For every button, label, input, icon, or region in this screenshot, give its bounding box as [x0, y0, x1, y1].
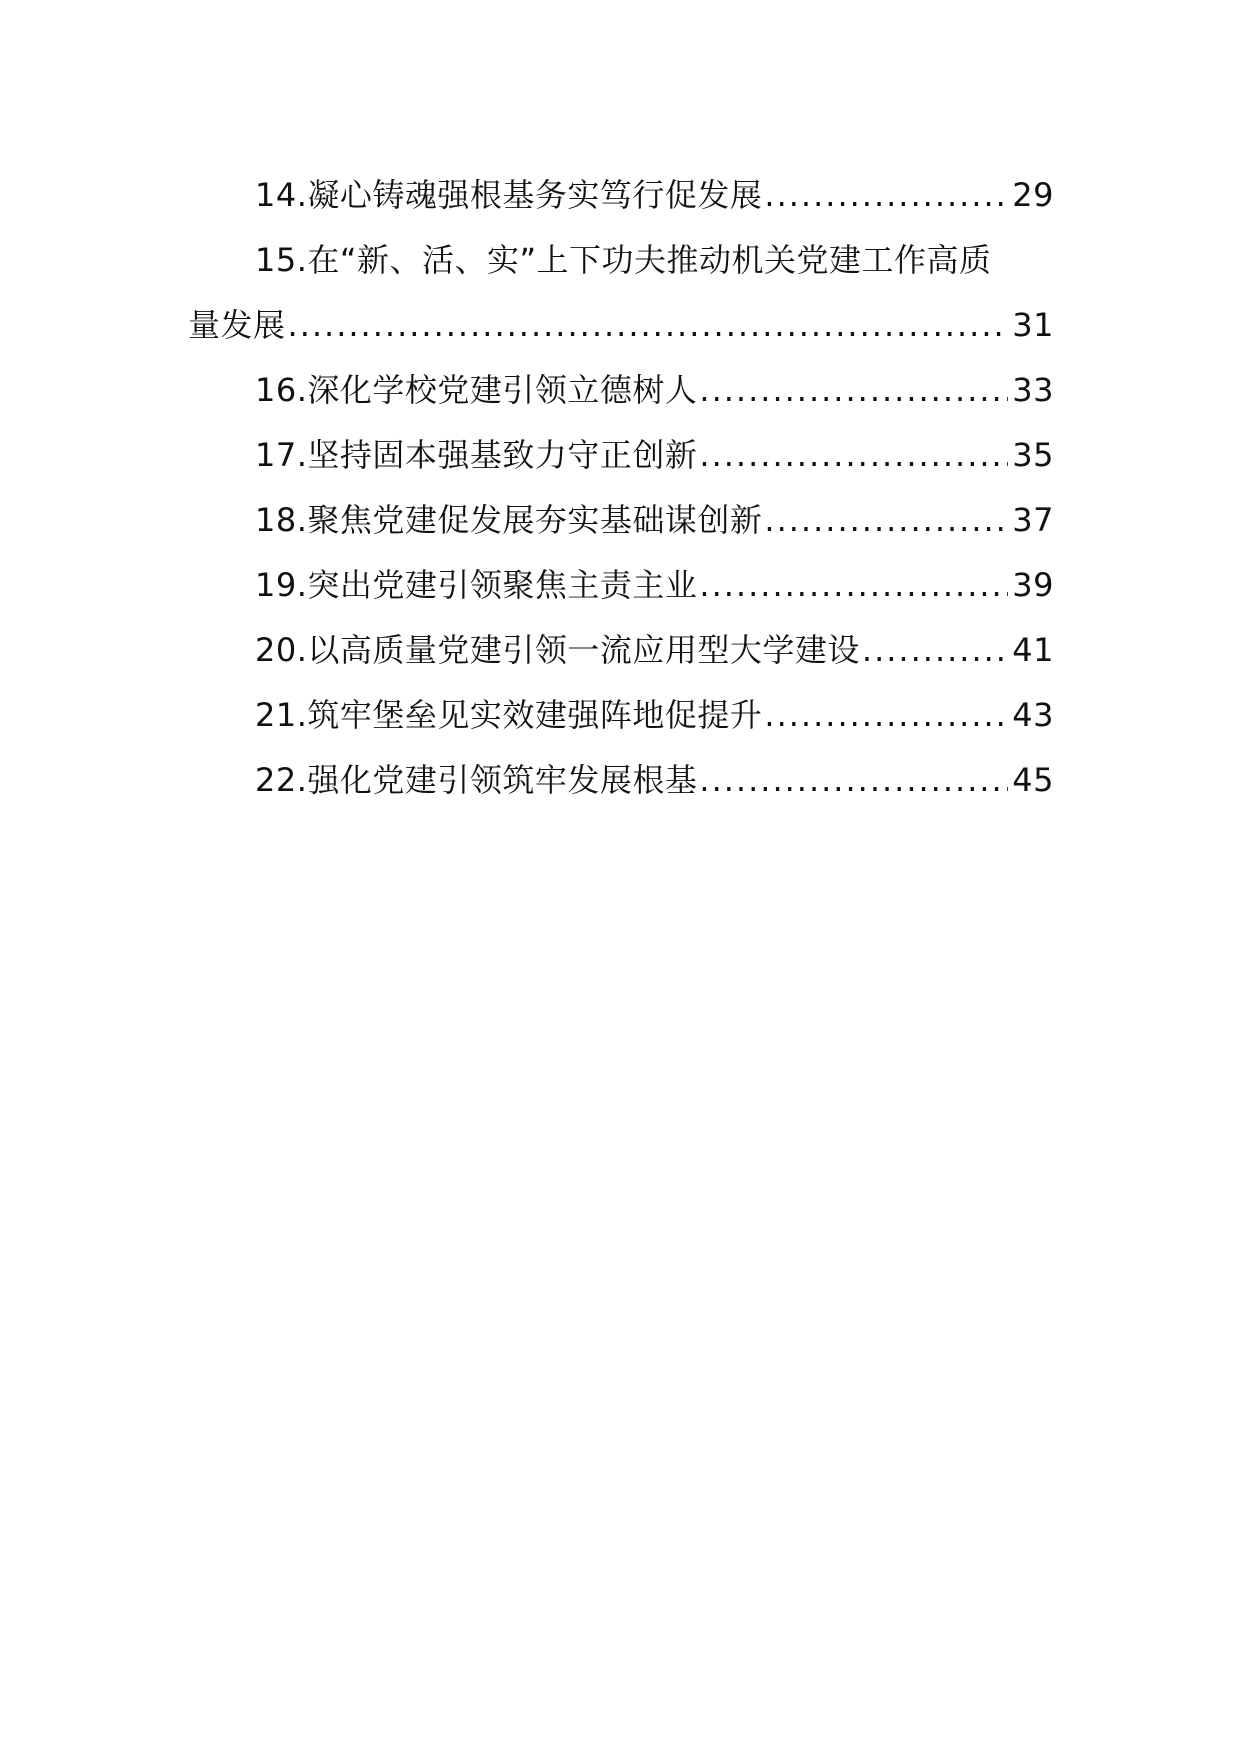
toc-entry-title: 17.坚持固本强基致力守正创新: [255, 436, 698, 474]
toc-entry-17[interactable]: [188, 423, 1054, 488]
toc-page-number: 37: [1012, 501, 1054, 539]
toc-entry-title: 20.以高质量党建引领一流应用型大学建设: [255, 631, 860, 669]
toc-entry-16[interactable]: [188, 358, 1054, 423]
dot-leader: [764, 488, 1008, 553]
dot-leader: [862, 618, 1008, 683]
toc-page-number: 45: [1012, 761, 1054, 799]
toc-entry-21[interactable]: [188, 683, 1054, 748]
toc-entry-title: 18.聚焦党建促发展夯实基础谋创新: [255, 501, 763, 539]
toc-page-number: 39: [1012, 566, 1054, 604]
toc-entry-title: 22.强化党建引领筑牢发展根基: [255, 761, 698, 799]
dot-leader: [699, 748, 1008, 813]
toc-entry-title-continued: 量发展: [188, 306, 286, 344]
toc-entry-title: 21.筑牢堡垒见实效建强阵地促提升: [255, 696, 763, 734]
toc-entry-22[interactable]: [188, 748, 1054, 813]
toc-entry-title: 15.在“新、活、实”上下功夫推动机关党建工作高质: [255, 241, 992, 279]
toc-entry-20[interactable]: [188, 618, 1054, 683]
toc-entry-15-line2[interactable]: [188, 293, 1054, 358]
toc-page-number: 35: [1012, 436, 1054, 474]
dot-leader: [288, 293, 1009, 358]
toc-entry-18[interactable]: [188, 488, 1054, 553]
toc-page-number: 41: [1012, 631, 1054, 669]
dot-leader: [699, 423, 1008, 488]
toc-page-number: 29: [1012, 176, 1054, 214]
table-of-contents: [188, 163, 1054, 813]
toc-entry-15-line1[interactable]: [188, 228, 1054, 293]
toc-entry-title: 19.突出党建引领聚焦主责主业: [255, 566, 698, 604]
dot-leader: [764, 163, 1008, 228]
toc-page-number: 33: [1012, 371, 1054, 409]
toc-entry-title: 14.凝心铸魂强根基务实笃行促发展: [255, 176, 763, 214]
toc-entry-14[interactable]: [188, 163, 1054, 228]
toc-page-number: 31: [1012, 306, 1054, 344]
dot-leader: [699, 553, 1008, 618]
dot-leader: [764, 683, 1008, 748]
toc-entry-title: 16.深化学校党建引领立德树人: [255, 371, 698, 409]
dot-leader: [699, 358, 1008, 423]
toc-page-number: 43: [1012, 696, 1054, 734]
toc-entry-19[interactable]: [188, 553, 1054, 618]
